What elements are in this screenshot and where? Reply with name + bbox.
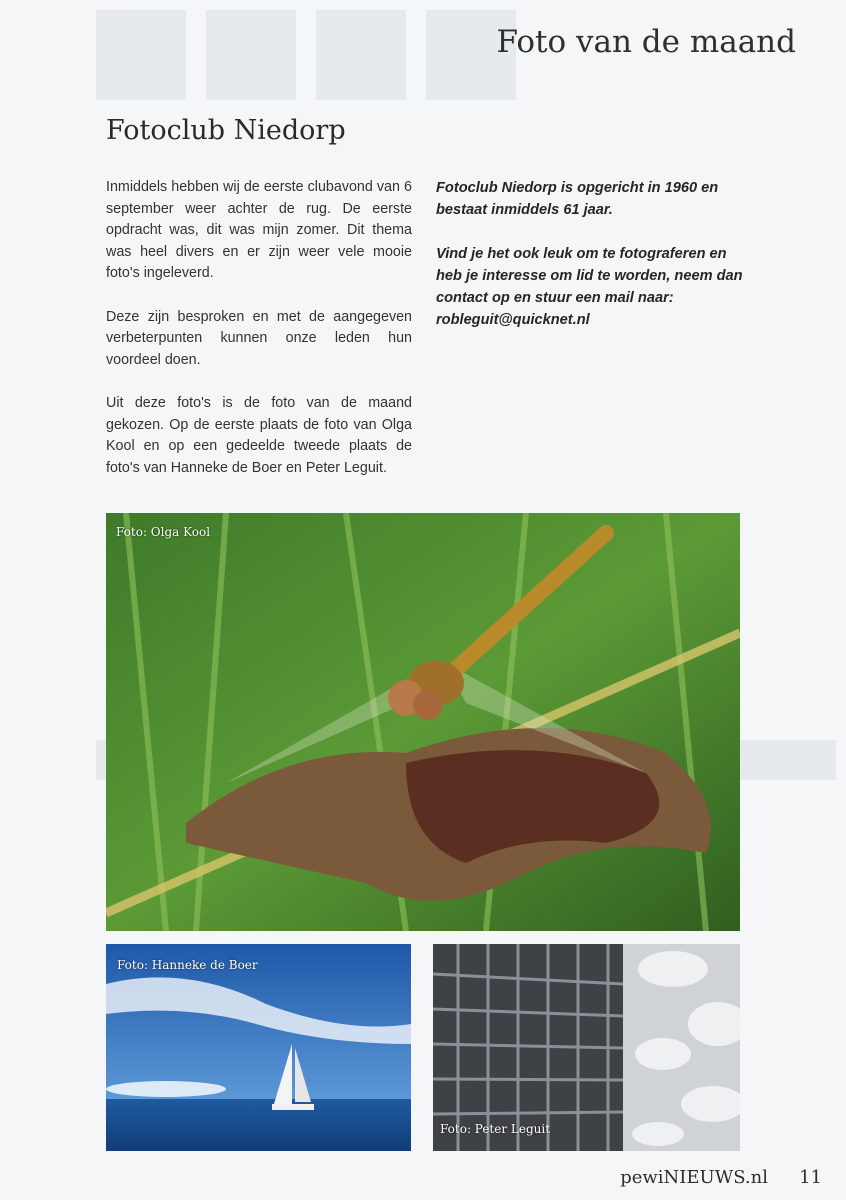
photo-caption: Foto: Peter Leguit <box>440 1122 551 1136</box>
building-image <box>433 944 740 1151</box>
dragonfly-image <box>106 513 740 931</box>
membership-paragraph: Vind je het ook leuk om te fotograferen en heb je interesse om lid te worden, neem dan contact op en stuur een mail naar: <box>436 246 743 306</box>
article-body-right <box>436 177 746 353</box>
article-title: Fotoclub Niedorp <box>106 115 346 146</box>
photo-caption: Foto: Olga Kool <box>116 525 211 539</box>
club-info-paragraph: Fotoclub Niedorp is opgericht in 1960 en bestaat inmiddels 61 jaar. <box>436 180 719 218</box>
paragraph: Inmiddels hebben wij de eerste clubavond van 6 september weer achter de rug. De eerste opdracht was, dit was mijn zomer. Dit thema was heel divers en er zijn weer vele mooie foto's ingeleverd. <box>106 179 412 282</box>
sailboat-image <box>106 944 411 1151</box>
section-title: Foto van de maand <box>496 24 796 60</box>
photo-caption: Foto: Hanneke de Boer <box>117 958 258 972</box>
footer-site-name[interactable]: pewiNIEUWS.nl <box>620 1167 768 1188</box>
paragraph: Uit deze foto's is de foto van de maand gekozen. Op de eerste plaats de foto van Olga Kool en op een gedeelde tweede plaats de foto's van Hanneke de Boer en Peter Leguit. <box>106 394 412 476</box>
photo-dragonfly <box>106 513 740 931</box>
paragraph: Deze zijn besproken en met de aangegeven verbeterpunten kunnen onze leden hun voordeel doen. <box>106 308 412 368</box>
page-number: 11 <box>799 1167 822 1188</box>
photo-building <box>433 944 740 1151</box>
article-body-left <box>106 177 412 501</box>
photo-sailboat <box>106 944 411 1151</box>
contact-email[interactable]: robleguit@quicknet.nl <box>436 312 590 328</box>
